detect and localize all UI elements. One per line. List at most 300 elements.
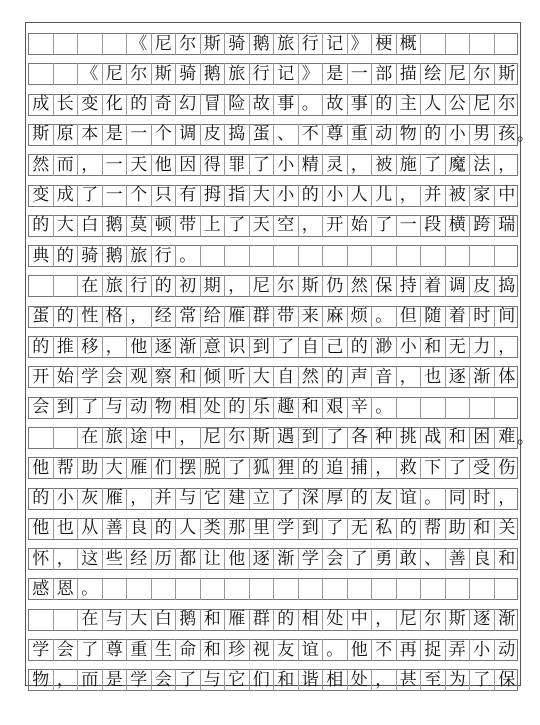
overflow-character: 。 bbox=[517, 427, 534, 448]
grid-cell: 记 bbox=[274, 63, 299, 85]
grid-cell bbox=[446, 33, 471, 55]
grid-cell: 精 bbox=[299, 154, 324, 176]
grid-cell: 》 bbox=[299, 63, 324, 85]
essay-text-row bbox=[28, 609, 518, 631]
grid-cell: 命 bbox=[176, 639, 201, 661]
grid-cell: 推 bbox=[54, 336, 79, 358]
grid-cell: 指 bbox=[225, 185, 250, 207]
grid-cell: 罪 bbox=[225, 154, 250, 176]
grid-cell: 渺 bbox=[372, 336, 397, 358]
grid-cell: 部 bbox=[372, 63, 397, 85]
grid-cell: 个 bbox=[152, 124, 177, 146]
grid-cell: 逐 bbox=[446, 366, 471, 388]
grid-cell: 它 bbox=[201, 488, 226, 510]
grid-cell bbox=[372, 578, 397, 600]
grid-cell: 勇 bbox=[372, 548, 397, 570]
grid-cell: 主 bbox=[397, 94, 422, 116]
grid-cell: 保 bbox=[372, 275, 397, 297]
grid-cell: 己 bbox=[323, 336, 348, 358]
grid-cell: 和 bbox=[446, 427, 471, 449]
grid-cell: 狸 bbox=[274, 457, 299, 479]
essay-text-row bbox=[28, 669, 518, 691]
grid-cell: 们 bbox=[250, 669, 275, 691]
grid-cell: 历 bbox=[152, 548, 177, 570]
grid-cell: 跨 bbox=[470, 215, 495, 237]
grid-cell: 受 bbox=[470, 457, 495, 479]
grid-cell: 是 bbox=[323, 63, 348, 85]
grid-cell: 声 bbox=[348, 366, 373, 388]
grid-cell: 中 bbox=[152, 427, 177, 449]
grid-cell: 旅 bbox=[103, 427, 128, 449]
grid-cell: 视 bbox=[250, 639, 275, 661]
grid-cell: 物 bbox=[152, 397, 177, 419]
grid-cell bbox=[274, 245, 299, 267]
grid-cell: 到 bbox=[54, 397, 79, 419]
grid-cell: 尼 bbox=[397, 609, 422, 631]
grid-cell: 谐 bbox=[299, 669, 324, 691]
grid-cell: 描 bbox=[397, 63, 422, 85]
grid-cell bbox=[29, 33, 54, 55]
grid-cell: 施 bbox=[397, 154, 422, 176]
essay-text-row bbox=[28, 154, 518, 176]
grid-cell: 他 bbox=[225, 548, 250, 570]
grid-cell: ， bbox=[176, 427, 201, 449]
essay-text-row bbox=[28, 336, 518, 358]
grid-cell: 助 bbox=[446, 518, 471, 540]
grid-cell: 。 bbox=[372, 306, 397, 328]
grid-cell: 横 bbox=[446, 215, 471, 237]
grid-cell: ， bbox=[127, 488, 152, 510]
grid-cell: 开 bbox=[323, 215, 348, 237]
grid-cell: 斯 bbox=[201, 33, 226, 55]
grid-cell: 怀 bbox=[29, 548, 54, 570]
grid-cell: 调 bbox=[446, 275, 471, 297]
grid-cell: 然 bbox=[29, 154, 54, 176]
grid-cell: 立 bbox=[250, 488, 275, 510]
grid-cell bbox=[421, 245, 446, 267]
grid-cell: 会 bbox=[323, 548, 348, 570]
grid-cell: 它 bbox=[225, 669, 250, 691]
grid-cell bbox=[495, 578, 520, 600]
grid-cell: 尊 bbox=[323, 124, 348, 146]
grid-cell: 雁 bbox=[103, 488, 128, 510]
grid-cell: 仍 bbox=[323, 275, 348, 297]
grid-cell: 挑 bbox=[397, 427, 422, 449]
grid-cell: 帮 bbox=[54, 457, 79, 479]
grid-cell: 本 bbox=[78, 124, 103, 146]
grid-cell: 了 bbox=[225, 215, 250, 237]
grid-cell: 与 bbox=[103, 609, 128, 631]
grid-cell: 皮 bbox=[470, 275, 495, 297]
grid-cell: 们 bbox=[152, 457, 177, 479]
grid-cell: 成 bbox=[54, 185, 79, 207]
grid-cell: 类 bbox=[201, 518, 226, 540]
grid-cell: 会 bbox=[54, 639, 79, 661]
grid-cell bbox=[54, 63, 79, 85]
grid-cell bbox=[348, 578, 373, 600]
grid-cell: 带 bbox=[274, 306, 299, 328]
grid-cell: 和 bbox=[470, 518, 495, 540]
grid-cell: 到 bbox=[299, 427, 324, 449]
grid-cell: 在 bbox=[78, 427, 103, 449]
grid-cell: 谊 bbox=[397, 488, 422, 510]
grid-cell: 的 bbox=[152, 275, 177, 297]
grid-cell: 捕 bbox=[348, 457, 373, 479]
grid-cell: ， bbox=[498, 154, 516, 175]
grid-cell: 处 bbox=[201, 397, 226, 419]
grid-cell: 到 bbox=[299, 518, 324, 540]
grid-cell: 大 bbox=[103, 457, 128, 479]
grid-cell: 期 bbox=[201, 275, 226, 297]
grid-cell: 了 bbox=[470, 669, 495, 691]
grid-cell: 和 bbox=[201, 639, 226, 661]
grid-cell bbox=[421, 397, 446, 419]
grid-cell: 了 bbox=[274, 336, 299, 358]
grid-cell: 骑 bbox=[176, 63, 201, 85]
grid-cell bbox=[397, 578, 422, 600]
grid-cell: 动 bbox=[127, 397, 152, 419]
grid-cell: 是 bbox=[103, 124, 128, 146]
grid-cell: 为 bbox=[446, 669, 471, 691]
grid-cell: 逐 bbox=[250, 548, 275, 570]
grid-cell: 的 bbox=[54, 306, 79, 328]
grid-cell: 体 bbox=[498, 366, 516, 387]
grid-cell: 倾 bbox=[201, 366, 226, 388]
grid-cell: 尼 bbox=[470, 94, 495, 116]
grid-cell bbox=[348, 245, 373, 267]
grid-cell: 白 bbox=[152, 609, 177, 631]
grid-cell: 不 bbox=[299, 124, 324, 146]
grid-cell: 帮 bbox=[421, 518, 446, 540]
grid-cell: 故 bbox=[323, 94, 348, 116]
grid-cell: 幻 bbox=[176, 94, 201, 116]
grid-cell bbox=[495, 245, 520, 267]
grid-cell: 斯 bbox=[29, 124, 54, 146]
grid-cell: 重 bbox=[348, 124, 373, 146]
grid-cell: 摆 bbox=[176, 457, 201, 479]
grid-cell: 遇 bbox=[274, 427, 299, 449]
grid-cell: 的 bbox=[397, 518, 422, 540]
grid-cell: 重 bbox=[127, 639, 152, 661]
grid-cell: 学 bbox=[78, 366, 103, 388]
grid-cell: 尔 bbox=[470, 63, 495, 85]
grid-cell: 灵 bbox=[323, 154, 348, 176]
grid-cell: 的 bbox=[348, 488, 373, 510]
grid-cell: 同 bbox=[446, 488, 471, 510]
grid-cell: 音 bbox=[372, 366, 397, 388]
grid-cell: 察 bbox=[152, 366, 177, 388]
grid-cell: 与 bbox=[176, 488, 201, 510]
grid-cell bbox=[299, 245, 324, 267]
grid-cell: 而 bbox=[54, 154, 79, 176]
grid-cell: 善 bbox=[446, 548, 471, 570]
grid-cell bbox=[103, 578, 128, 600]
grid-cell: 小 bbox=[274, 185, 299, 207]
grid-cell: 建 bbox=[225, 488, 250, 510]
essay-text-row bbox=[28, 63, 518, 85]
grid-cell: 行 bbox=[250, 63, 275, 85]
grid-cell: 鹅 bbox=[103, 215, 128, 237]
grid-cell: 处 bbox=[348, 669, 373, 691]
grid-cell bbox=[29, 609, 54, 631]
grid-cell: ， bbox=[397, 185, 422, 207]
grid-cell: 的 bbox=[299, 185, 324, 207]
grid-cell bbox=[54, 33, 79, 55]
essay-text-row bbox=[28, 124, 534, 146]
essay-text-row bbox=[28, 275, 518, 297]
grid-cell: 了 bbox=[348, 548, 373, 570]
grid-cell: 途 bbox=[127, 427, 152, 449]
grid-cell: 时 bbox=[470, 488, 495, 510]
grid-cell: 小 bbox=[274, 154, 299, 176]
grid-cell: 趣 bbox=[274, 397, 299, 419]
grid-cell: 战 bbox=[421, 427, 446, 449]
essay-text-row bbox=[28, 639, 518, 661]
grid-cell: 的 bbox=[29, 336, 54, 358]
grid-cell: 有 bbox=[176, 185, 201, 207]
grid-cell: 化 bbox=[103, 94, 128, 116]
grid-cell bbox=[397, 245, 422, 267]
grid-cell: ， bbox=[348, 154, 373, 176]
grid-cell: 尔 bbox=[176, 33, 201, 55]
grid-cell: 尔 bbox=[127, 63, 152, 85]
grid-cell: 了 bbox=[323, 427, 348, 449]
grid-cell: 小 bbox=[323, 185, 348, 207]
grid-cell bbox=[225, 245, 250, 267]
grid-cell: 天 bbox=[250, 215, 275, 237]
grid-cell: 险 bbox=[225, 94, 250, 116]
grid-cell: 上 bbox=[201, 215, 226, 237]
grid-cell: 小 bbox=[470, 639, 495, 661]
grid-cell: 。 bbox=[78, 578, 103, 600]
grid-cell bbox=[421, 578, 446, 600]
grid-cell: 皮 bbox=[201, 124, 226, 146]
grid-cell: 鹅 bbox=[250, 33, 275, 55]
grid-cell: 行 bbox=[299, 33, 324, 55]
grid-cell: 渐 bbox=[176, 336, 201, 358]
grid-cell: 儿 bbox=[372, 185, 397, 207]
grid-cell: 听 bbox=[225, 366, 250, 388]
grid-cell: 学 bbox=[274, 518, 299, 540]
grid-cell: ， bbox=[225, 275, 250, 297]
grid-cell: 他 bbox=[127, 336, 152, 358]
grid-cell: 与 bbox=[201, 669, 226, 691]
grid-cell: 人 bbox=[421, 94, 446, 116]
grid-cell: 和 bbox=[299, 397, 324, 419]
grid-cell: 持 bbox=[397, 275, 422, 297]
grid-cell: 和 bbox=[176, 366, 201, 388]
grid-cell bbox=[250, 245, 275, 267]
grid-cell bbox=[495, 33, 520, 55]
grid-cell bbox=[421, 33, 446, 55]
grid-cell: 良 bbox=[127, 518, 152, 540]
grid-cell: 善 bbox=[103, 518, 128, 540]
grid-cell: 因 bbox=[176, 154, 201, 176]
grid-cell: 他 bbox=[29, 457, 54, 479]
grid-cell: 到 bbox=[250, 336, 275, 358]
grid-cell bbox=[446, 397, 471, 419]
grid-cell: ， bbox=[78, 154, 103, 176]
grid-cell: 和 bbox=[201, 609, 226, 631]
grid-cell bbox=[225, 578, 250, 600]
grid-cell: 甚 bbox=[397, 669, 422, 691]
grid-cell: 变 bbox=[78, 94, 103, 116]
grid-cell: 无 bbox=[348, 518, 373, 540]
grid-cell: 各 bbox=[348, 427, 373, 449]
grid-cell: 长 bbox=[54, 94, 79, 116]
grid-cell: 力 bbox=[470, 336, 495, 358]
grid-cell: 拇 bbox=[201, 185, 226, 207]
grid-cell: 了 bbox=[78, 639, 103, 661]
grid-cell: 经 bbox=[127, 548, 152, 570]
grid-cell: 大 bbox=[127, 609, 152, 631]
grid-cell: 自 bbox=[274, 366, 299, 388]
grid-cell: 助 bbox=[78, 457, 103, 479]
grid-cell: 家 bbox=[470, 185, 495, 207]
grid-cell: 》 bbox=[348, 33, 373, 55]
grid-cell: ， bbox=[498, 488, 516, 508]
grid-cell: 困 bbox=[470, 427, 495, 449]
grid-cell: 斯 bbox=[446, 609, 471, 631]
grid-cell: 物 bbox=[29, 669, 54, 691]
essay-title-row bbox=[28, 33, 518, 55]
grid-cell: 成 bbox=[29, 94, 54, 116]
grid-cell: 的 bbox=[127, 94, 152, 116]
grid-cell: 和 bbox=[421, 336, 446, 358]
grid-cell: 蛋 bbox=[250, 124, 275, 146]
grid-cell: 渐 bbox=[274, 548, 299, 570]
grid-cell: 些 bbox=[103, 548, 128, 570]
grid-cell: 麻 bbox=[323, 306, 348, 328]
grid-cell: 生 bbox=[152, 639, 177, 661]
grid-cell: 逐 bbox=[152, 336, 177, 358]
grid-cell: 敢 bbox=[397, 548, 422, 570]
grid-cell: 小 bbox=[397, 336, 422, 358]
grid-cell: 中 bbox=[498, 185, 516, 205]
grid-cell: 始 bbox=[54, 366, 79, 388]
grid-cell: 孩 bbox=[498, 124, 516, 145]
grid-cell: ， bbox=[397, 366, 422, 388]
grid-cell: 了 bbox=[78, 397, 103, 419]
grid-cell: 珍 bbox=[225, 639, 250, 661]
grid-cell: 良 bbox=[470, 548, 495, 570]
grid-cell: 绘 bbox=[421, 63, 446, 85]
grid-cell: ， bbox=[498, 336, 516, 357]
grid-cell: 的 bbox=[421, 124, 446, 146]
grid-cell: 会 bbox=[103, 366, 128, 388]
essay-text-row bbox=[28, 457, 518, 479]
grid-cell: 移 bbox=[78, 336, 103, 358]
grid-cell: 段 bbox=[421, 215, 446, 237]
grid-cell: 尔 bbox=[274, 275, 299, 297]
grid-cell bbox=[397, 397, 422, 419]
grid-cell: 与 bbox=[103, 397, 128, 419]
grid-cell: 尔 bbox=[421, 609, 446, 631]
essay-text-row bbox=[28, 215, 518, 237]
grid-cell: 种 bbox=[372, 427, 397, 449]
grid-cell: 是 bbox=[103, 669, 128, 691]
grid-cell: 也 bbox=[421, 366, 446, 388]
grid-cell: ， bbox=[372, 609, 397, 631]
grid-cell: 概 bbox=[397, 33, 422, 55]
grid-cell: 男 bbox=[470, 124, 495, 146]
grid-cell: 魔 bbox=[446, 154, 471, 176]
grid-cell: 尔 bbox=[498, 94, 516, 115]
grid-cell: 群 bbox=[250, 609, 275, 631]
grid-cell: 并 bbox=[152, 488, 177, 510]
overflow-character: 。 bbox=[517, 124, 534, 145]
grid-cell: 深 bbox=[299, 488, 324, 510]
grid-cell: 和 bbox=[274, 669, 299, 691]
grid-cell: 尼 bbox=[250, 275, 275, 297]
grid-cell: 旅 bbox=[103, 275, 128, 297]
grid-cell: 性 bbox=[78, 306, 103, 328]
grid-cell: 难 bbox=[498, 427, 516, 448]
grid-cell bbox=[446, 578, 471, 600]
grid-cell: 中 bbox=[348, 609, 373, 631]
grid-cell: 骑 bbox=[225, 33, 250, 55]
grid-cell bbox=[29, 427, 54, 449]
grid-cell: 在 bbox=[78, 609, 103, 631]
grid-cell: 捉 bbox=[421, 639, 446, 661]
grid-cell: ， bbox=[103, 336, 128, 358]
grid-cell: 得 bbox=[201, 154, 226, 176]
grid-cell: 旅 bbox=[274, 33, 299, 55]
grid-cell: 尼 bbox=[446, 63, 471, 85]
grid-cell bbox=[103, 33, 128, 55]
grid-cell: 着 bbox=[446, 306, 471, 328]
grid-cell: 鹅 bbox=[103, 245, 128, 267]
grid-cell: 捣 bbox=[498, 275, 516, 296]
grid-cell: 带 bbox=[176, 215, 201, 237]
grid-cell: 尼 bbox=[152, 33, 177, 55]
grid-cell: 。 bbox=[323, 639, 348, 661]
grid-cell: 私 bbox=[372, 518, 397, 540]
grid-cell: 小 bbox=[446, 124, 471, 146]
grid-cell: 人 bbox=[348, 185, 373, 207]
grid-cell: 尼 bbox=[201, 427, 226, 449]
grid-cell: 并 bbox=[421, 185, 446, 207]
grid-cell: 大 bbox=[54, 215, 79, 237]
grid-cell: 弄 bbox=[446, 639, 471, 661]
grid-cell: 瑞 bbox=[498, 215, 516, 236]
grid-cell: 只 bbox=[152, 185, 177, 207]
grid-cell: 动 bbox=[498, 639, 516, 660]
grid-cell: 间 bbox=[498, 306, 516, 327]
grid-cell: 顿 bbox=[152, 215, 177, 237]
grid-cell bbox=[176, 578, 201, 600]
essay-text-row bbox=[28, 366, 518, 388]
grid-cell: 从 bbox=[78, 518, 103, 540]
grid-cell: 梗 bbox=[372, 33, 397, 55]
grid-cell: ， bbox=[54, 669, 79, 691]
grid-cell bbox=[54, 427, 79, 449]
grid-cell: 常 bbox=[176, 306, 201, 328]
grid-cell bbox=[274, 578, 299, 600]
grid-cell: 脱 bbox=[201, 457, 226, 479]
grid-cell bbox=[152, 578, 177, 600]
grid-cell: 旅 bbox=[225, 63, 250, 85]
grid-cell: 里 bbox=[250, 518, 275, 540]
grid-cell: 行 bbox=[152, 245, 177, 267]
grid-cell: 变 bbox=[29, 185, 54, 207]
grid-cell: 雁 bbox=[127, 457, 152, 479]
grid-cell: 空 bbox=[274, 215, 299, 237]
grid-cell: 天 bbox=[127, 154, 152, 176]
grid-cell bbox=[29, 275, 54, 297]
grid-cell: 着 bbox=[421, 275, 446, 297]
grid-cell: ， bbox=[54, 548, 79, 570]
